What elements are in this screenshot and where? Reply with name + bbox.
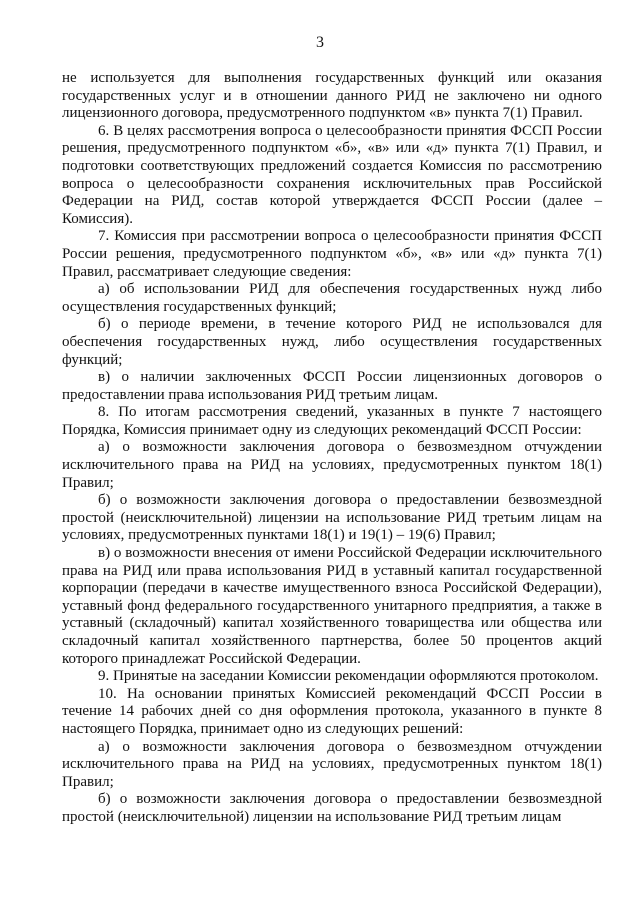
paragraph: 7. Комиссия при рассмотрении вопроса о целесообразности принятия ФССП России решения, предусмотренного подпунктом «б», «в» или «д» пункта 7(1) Правил, рассматривает следующие сведения: [62,228,602,280]
paragraph: а) о возможности заключения договора о безвозмездном отчуждении исключительного права на РИД на условиях, предусмотренных пунктом 18(1) Правил; [62,738,602,790]
paragraph: 10. На основании принятых Комиссией рекомендаций ФССП России в течение 14 рабочих дней со дня оформления протокола, указанного в пункте 8 настоящего Порядка, принимает одно из следующих решений: [62,685,602,737]
paragraph: в) о наличии заключенных ФССП России лицензионных договоров о предоставлении права использования РИД третьим лицам. [62,369,602,403]
paragraph: б) о возможности заключения договора о предоставлении безвозмездной простой (неисключительной) лицензии на использование РИД третьим лицам на условиях, предусмотренных пунктами 18(1) и 19(1) – 19(6) Правил; [62,492,602,544]
paragraph: 8. По итогам рассмотрения сведений, указанных в пункте 7 настоящего Порядка, Комиссия принимает одну из следующих рекомендаций ФССП России: [62,404,602,438]
paragraph: б) о возможности заключения договора о предоставлении безвозмездной простой (неисключительной) лицензии на использование РИД третьим лицам [62,791,602,825]
paragraph: не используется для выполнения государственных функций или оказания государственных услуг и в отношении данного РИД не заключено ни одного лицензионного договора, предусмотренного подпунктом «в» пункта 7(1) Правил. [62,70,602,122]
paragraph: 6. В целях рассмотрения вопроса о целесообразности принятия ФССП России решения, предусмотренного подпунктом «б», «в» или «д» пункта 7(1) Правил, и подготовки соответствующих предложений создается Комиссия по рассмотрению вопроса о целесообразности сохранения исключительных прав Российской Федерации на РИД, состав которой утверждается ФССП России (далее – Комиссия). [62,122,602,227]
paragraph: 9. Принятые на заседании Комиссии рекомендации оформляются протоколом. [98,668,599,685]
paragraph: в) о возможности внесения от имени Российской Федерации исключительного права на РИД или права использования РИД в уставный капитал государственной корпорации (передачи в качестве имущественного взноса Российской Федерации), уставный фонд федерального государственного унитарного предприятия, а также в уставный (складочный) капитал хозяйственного товарищества или общества или складочный капитал хозяйственного партнерства, более 50 процентов акций которого принадлежат Российской Федерации. [62,545,602,667]
page-number: 3 [316,34,324,51]
paragraph: а) об использовании РИД для обеспечения государственных нужд либо осуществления государственных функций; [62,281,602,315]
paragraph: б) о периоде времени, в течение которого РИД не использовался для обеспечения государственных нужд, либо осуществления государственных функций; [62,316,602,368]
document-body [62,70,602,827]
paragraph: а) о возможности заключения договора о безвозмездном отчуждении исключительного права на РИД на условиях, предусмотренных пунктом 18(1) Правил; [62,439,602,491]
